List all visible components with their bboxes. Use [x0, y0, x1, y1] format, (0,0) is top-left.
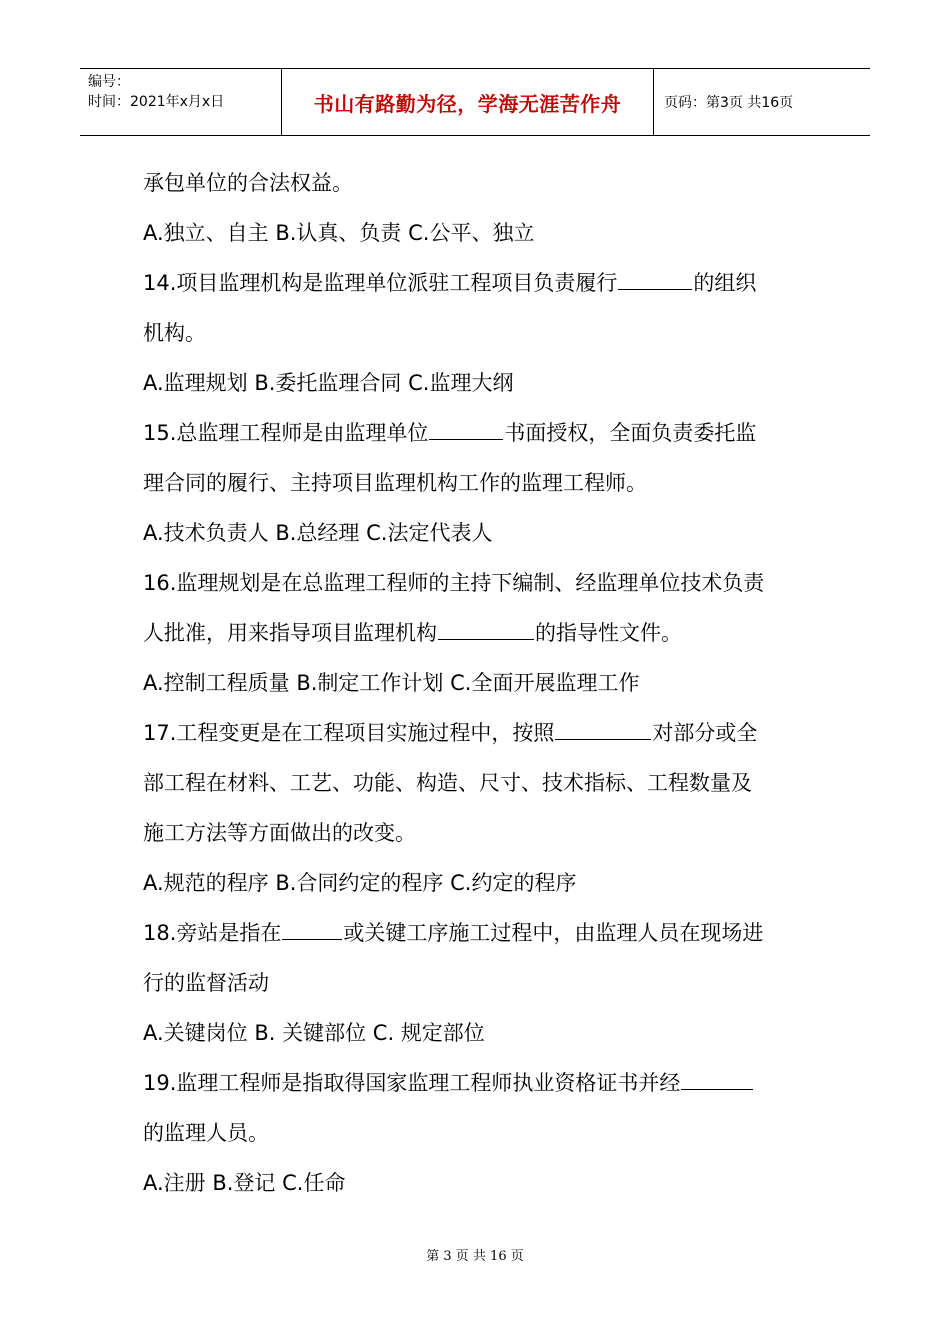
answer-options: [143, 658, 813, 708]
line-text: 对部分或全: [652, 721, 758, 745]
line-text: A.技术负责人 B.总经理 C.法定代表人: [143, 521, 493, 545]
line-text: 书面授权，全面负责委托监: [504, 421, 757, 445]
fill-in-blank: [681, 1068, 753, 1090]
question-17: [143, 708, 813, 758]
header-table: [80, 68, 870, 136]
header-motto: 书山有路勤为径，学海无涯苦作舟: [313, 91, 622, 116]
line-text: 17.工程变更是在工程项目实施过程中，按照: [143, 721, 555, 745]
page-footer: [0, 1245, 950, 1264]
line-text: A.独立、自主 B.认真、负责 C.公平、独立: [143, 221, 535, 245]
line-text: 19.监理工程师是指取得国家监理工程师执业资格证书并经: [143, 1071, 681, 1095]
answer-options: [143, 208, 813, 258]
text-line: [143, 808, 813, 858]
line-text: 14.项目监理机构是监理单位派驻工程项目负责履行: [143, 271, 618, 295]
answer-options: [143, 508, 813, 558]
line-text: A.注册 B.登记 C.任命: [143, 1171, 346, 1195]
document-number-label: 编号：: [88, 74, 130, 90]
question-19: [143, 1058, 813, 1108]
fill-in-blank: [429, 418, 503, 440]
footer-page-number: 第 3 页 共 16 页: [426, 1249, 524, 1264]
question-15: [143, 408, 813, 458]
line-text: 15.总监理工程师是由监理单位: [143, 421, 429, 445]
text-line: [143, 458, 813, 508]
answer-options: [143, 358, 813, 408]
question-16: [143, 558, 813, 608]
question-18: [143, 908, 813, 958]
fill-in-blank: [618, 268, 692, 290]
header-page-cell: [654, 69, 870, 135]
text-line: [143, 608, 813, 658]
line-text: A.监理规划 B.委托监理合同 C.监理大纲: [143, 371, 514, 395]
answer-options: [143, 1158, 813, 1208]
answer-options: [143, 1008, 813, 1058]
line-text: 人批准，用来指导项目监理机构: [143, 621, 437, 645]
line-text: 的监理人员。: [143, 1121, 269, 1145]
line-text: 的组织: [693, 271, 757, 295]
answer-options: [143, 858, 813, 908]
line-text: 行的监督活动: [143, 971, 269, 995]
line-text: A.控制工程质量 B.制定工作计划 C.全面开展监理工作: [143, 671, 640, 695]
line-text: A.规范的程序 B.合同约定的程序 C.约定的程序: [143, 871, 577, 895]
line-text: 承包单位的合法权益。: [143, 171, 353, 195]
fill-in-blank: [282, 918, 342, 940]
header-page-info: 页码：第3页 共16页: [664, 95, 794, 111]
text-line: [143, 758, 813, 808]
line-text: 或关键工序施工过程中，由监理人员在现场进: [343, 921, 764, 945]
header-motto-cell: [282, 69, 654, 135]
question-14: [143, 258, 813, 308]
fill-in-blank: [555, 718, 651, 740]
fill-in-blank: [438, 618, 534, 640]
line-text: 18.旁站是指在: [143, 921, 282, 945]
line-text: 部工程在材料、工艺、功能、构造、尺寸、技术指标、工程数量及: [143, 771, 752, 795]
text-line: [143, 308, 813, 358]
line-text: 的指导性文件。: [535, 621, 682, 645]
document-body: [143, 158, 813, 1208]
line-text: 机构。: [143, 321, 206, 345]
line-text: 理合同的履行、主持项目监理机构工作的监理工程师。: [143, 471, 647, 495]
header-meta-cell: [80, 69, 282, 135]
text-line: [143, 158, 813, 208]
line-text: 16.监理规划是在总监理工程师的主持下编制、经监理单位技术负责: [143, 571, 765, 595]
text-line: [143, 958, 813, 1008]
text-line: [143, 1108, 813, 1158]
line-text: A.关键岗位 B. 关键部位 C. 规定部位: [143, 1021, 485, 1045]
line-text: 施工方法等方面做出的改变。: [143, 821, 416, 845]
document-date-label: 时间：2021年x月x日: [88, 94, 225, 110]
